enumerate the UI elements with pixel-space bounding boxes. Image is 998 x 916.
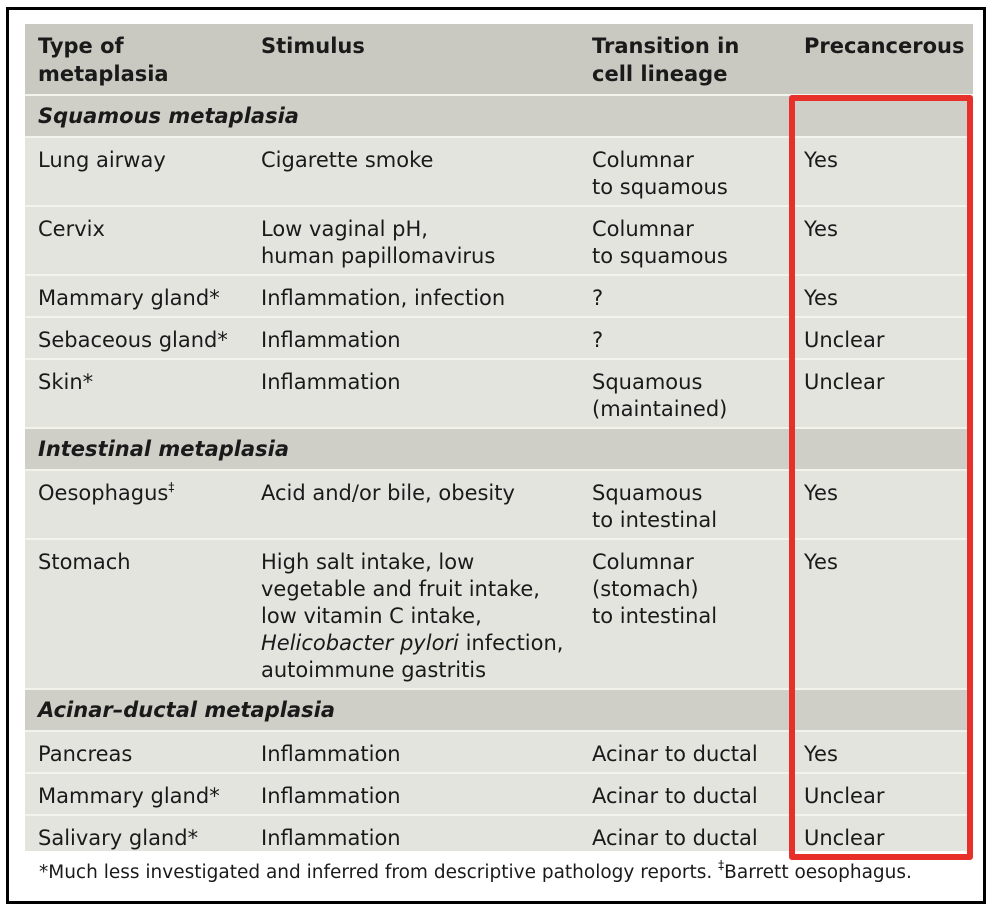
stimulus-cell: Inflammation (261, 370, 401, 394)
transition-cell: Acinar to ductal (592, 742, 758, 766)
type-cell: Oesophagus‡ (38, 480, 175, 505)
stimulus-cell: Inflammation (261, 328, 401, 352)
transition-cell: Squamous to intestinal (592, 481, 718, 532)
type-cell: Mammary gland* (38, 784, 220, 808)
transition-cell: ? (592, 328, 604, 352)
transition-cell: Columnar (stomach) to intestinal (592, 550, 718, 628)
stimulus-cell: Inflammation, infection (261, 286, 506, 310)
precancerous-cell: Yes (804, 286, 838, 310)
header-type: Type of metaplasia (38, 34, 169, 86)
type-cell: Cervix (38, 217, 105, 241)
precancerous-cell: Yes (804, 217, 838, 241)
header-precancerous: Precancerous (804, 34, 965, 58)
precancerous-cell: Unclear (804, 328, 885, 352)
stimulus-cell: Low vaginal pH, human papillomavirus (261, 217, 496, 268)
precancerous-cell: Yes (804, 550, 838, 574)
table-header-row (25, 24, 973, 94)
stimulus-cell: Cigarette smoke (261, 148, 434, 172)
section-title: Squamous metaplasia (38, 104, 299, 128)
type-cell: Skin* (38, 370, 94, 394)
transition-cell: Squamous (maintained) (592, 370, 728, 421)
stimulus-cell: Inflammation (261, 742, 401, 766)
precancerous-cell: Yes (804, 481, 838, 505)
type-cell: Pancreas (38, 742, 133, 766)
transition-cell: ? (592, 286, 604, 310)
stimulus-cell: Inflammation (261, 826, 401, 850)
section-title: Acinar–ductal metaplasia (38, 698, 335, 722)
type-cell: Stomach (38, 550, 131, 574)
precancerous-column-highlight (789, 95, 973, 860)
type-cell: Salivary gland* (38, 826, 199, 850)
header-transition: Transition in cell lineage (592, 34, 740, 86)
stimulus-cell: Inflammation (261, 784, 401, 808)
transition-cell: Acinar to ductal (592, 826, 758, 850)
precancerous-cell: Unclear (804, 370, 885, 394)
type-cell: Sebaceous gland* (38, 328, 228, 352)
stimulus-cell: High salt intake, low vegetable and fruit intake, low vitamin C intake, Helicobacter pylori infection, autoimmune gastritis (261, 550, 564, 682)
precancerous-cell: Yes (804, 148, 838, 172)
transition-cell: Columnar to squamous (592, 217, 728, 268)
table-footnote: *Much less investigated and inferred from descriptive pathology reports. ‡Barrett oesophagus. (39, 858, 912, 883)
transition-cell: Acinar to ductal (592, 784, 758, 808)
section-title: Intestinal metaplasia (38, 437, 290, 461)
type-cell: Lung airway (38, 148, 166, 172)
header-stimulus: Stimulus (261, 34, 365, 58)
precancerous-cell: Unclear (804, 784, 885, 808)
transition-cell: Columnar to squamous (592, 148, 728, 199)
precancerous-cell: Yes (804, 742, 838, 766)
stimulus-cell: Acid and/or bile, obesity (261, 481, 515, 505)
type-cell: Mammary gland* (38, 286, 220, 310)
species-name: Helicobacter pylori (261, 631, 459, 655)
precancerous-cell: Unclear (804, 826, 885, 850)
